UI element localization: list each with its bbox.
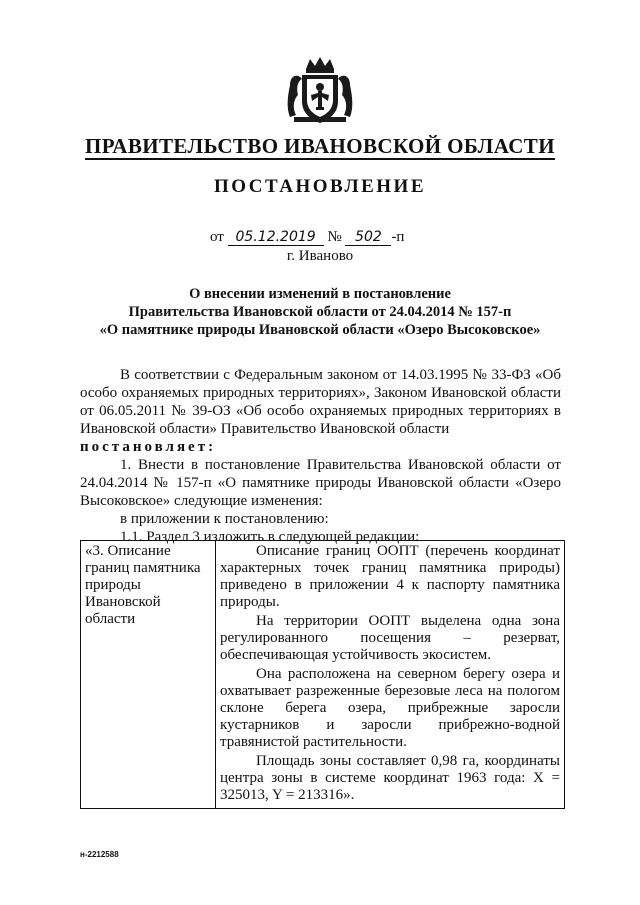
item-1-1-paragraph: 1.1. Раздел 3 изложить в следующей редакции:: [120, 529, 420, 545]
table-row: [81, 541, 565, 809]
table-cell-description: [216, 541, 565, 809]
preamble-paragraph: В соответствии с Федеральным законом от 14.03.1995 № 33-ФЗ «Об особо охраняемых природных территориях», Законом Ивановской области от 06.05.2011 № 39-ОЗ «Об особо охраняемых природных территориях в Ивановской области» Правительство Ивановской области: [80, 367, 561, 437]
number-sign: №: [327, 229, 342, 245]
document-number: 502: [345, 229, 391, 246]
description-paragraph: На территории ООПТ выделена одна зона регулированного посещения – резерват, обеспечивающая устойчивость экосистем.: [220, 613, 560, 663]
subject-line-3: «О памятнике природы Ивановской области «Озеро Высоковское»: [99, 322, 541, 338]
document-type: ПОСТАНОВЛЕНИЕ: [213, 176, 427, 197]
resolves-word: постановляет:: [80, 439, 217, 455]
from-label: от: [210, 229, 224, 245]
city: г. Иваново: [286, 248, 354, 264]
subject-line-2: Правительства Ивановской области от 24.04.2014 № 157-п: [128, 304, 512, 320]
registration-line: [210, 229, 404, 246]
amendment-table: [80, 540, 565, 809]
item-1-paragraph: 1. Внести в постановление Правительства Ивановской области от 24.04.2014 № 157-п «О памятнике природы Ивановской области «Озеро Высоковское» следующие изменения:: [80, 457, 561, 509]
organization-title: ПРАВИТЕЛЬСТВО ИВАНОВСКОЙ ОБЛАСТИ: [85, 134, 555, 158]
description-paragraph: Описание границ ООПТ (перечень координат характерных точек границ памятника природы) приведено в приложении 4 к паспорту памятника природы.: [220, 543, 560, 610]
description-paragraph: Площадь зоны составляет 0,98 га, координаты центра зоны в системе координат 1963 года: X = 325013, Y = 213316».: [220, 753, 560, 803]
description-paragraph: Она расположена на северном берегу озера и охватывает разреженные березовые леса на пологом склоне берега озера, прибрежные заросли кустарников и заросли прибрежно-водной травянистой растительности.: [220, 666, 560, 750]
document-code: н-2212588: [80, 850, 119, 859]
subject-heading: [0, 285, 640, 339]
document-body: [80, 366, 561, 546]
table-cell-section: «3. Описание границ памятника природы Ивановской области: [81, 541, 216, 809]
document-date: 05.12.2019: [228, 229, 324, 246]
item-1-continuation: в приложении к постановлению:: [120, 511, 329, 527]
number-suffix: -п: [391, 229, 405, 245]
subject-line-1: О внесении изменений в постановление: [189, 286, 451, 302]
coat-of-arms-emblem: [284, 55, 356, 127]
